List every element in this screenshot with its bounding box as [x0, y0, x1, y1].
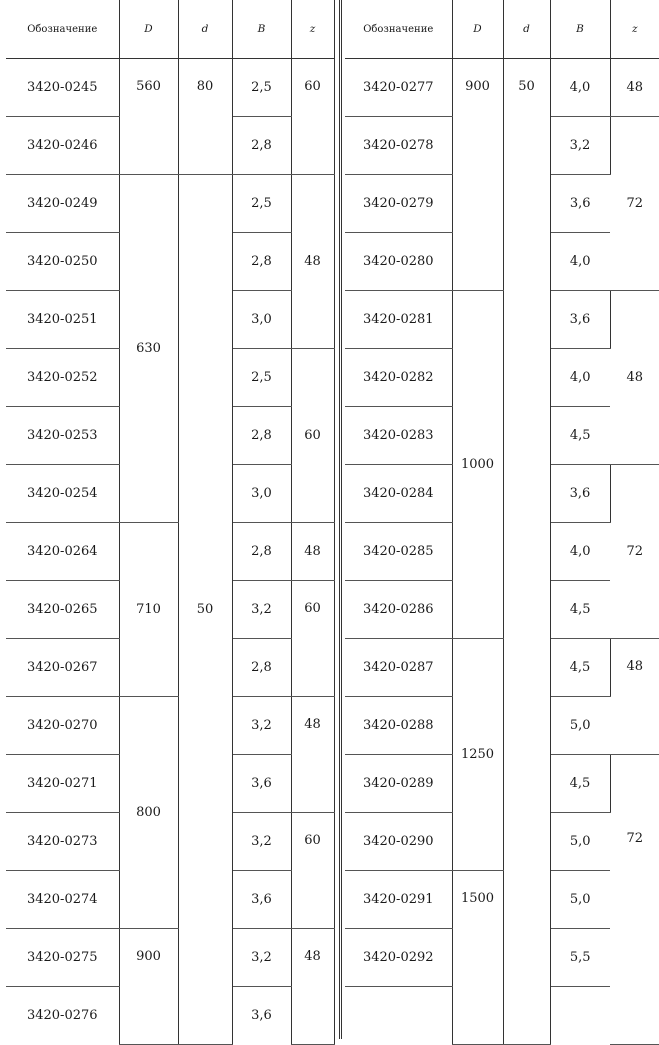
cell-D: 1500 [452, 871, 503, 1045]
right-table [345, 0, 659, 1045]
cell-code: 3420-0273 [6, 813, 119, 871]
cell-B: 2,8 [232, 523, 291, 581]
cell-B: 3,2 [232, 813, 291, 871]
header-z: z [291, 0, 334, 59]
header-z: z [610, 0, 659, 59]
cell-code: 3420-0265 [6, 581, 119, 639]
table-row [6, 175, 334, 233]
cell-z: 72 [610, 465, 659, 639]
cell-B: 2,5 [232, 175, 291, 233]
cell-z: 48 [291, 697, 334, 813]
header-row [6, 0, 334, 59]
table-row [345, 59, 659, 117]
cell-D: 900 [452, 59, 503, 291]
cell-code: 3420-0288 [345, 697, 452, 755]
header-D: D [452, 0, 503, 59]
cell-B: 5,0 [550, 697, 610, 755]
cell-d: 80 [178, 59, 232, 175]
cell-code: 3420-0270 [6, 697, 119, 755]
cell-B: 4,5 [550, 581, 610, 639]
cell-z: 72 [610, 117, 659, 291]
header-B: B [232, 0, 291, 59]
cell-code: 3420-0287 [345, 639, 452, 697]
cell-code: 3420-0291 [345, 871, 452, 929]
cell-d: 50 [178, 175, 232, 1045]
cell-code: 3420-0246 [6, 117, 119, 175]
table-row [6, 929, 334, 987]
cell-B: 4,0 [550, 349, 610, 407]
cell-code: 3420-0280 [345, 233, 452, 291]
cell-B: 3,2 [550, 117, 610, 175]
cell-z: 48 [610, 291, 659, 465]
cell-B: 4,0 [550, 233, 610, 291]
header-B: B [550, 0, 610, 59]
cell-code: 3420-0290 [345, 813, 452, 871]
cell-z: 60 [291, 59, 334, 175]
cell-code: 3420-0289 [345, 755, 452, 813]
cell-B: 3,6 [232, 755, 291, 813]
cell-B: 4,5 [550, 639, 610, 697]
cell-code: 3420-0279 [345, 175, 452, 233]
cell-z: 48 [610, 639, 659, 755]
cell-code: 3420-0264 [6, 523, 119, 581]
cell-code: 3420-0271 [6, 755, 119, 813]
cell-D: 630 [119, 175, 178, 523]
cell-B: 3,6 [550, 175, 610, 233]
cell-code: 3420-0275 [6, 929, 119, 987]
cell-z: 72 [610, 755, 659, 1045]
cell-B: 5,0 [550, 813, 610, 871]
cell-z: 48 [291, 523, 334, 581]
cell-code: 3420-0254 [6, 465, 119, 523]
cell-B: 4,0 [550, 59, 610, 117]
cell-D: 900 [119, 929, 178, 1045]
column-separator [339, 0, 342, 1039]
cell-z: 48 [291, 929, 334, 1045]
cell-code: 3420-0251 [6, 291, 119, 349]
cell-B: 3,2 [232, 697, 291, 755]
cell-B: 3,0 [232, 291, 291, 349]
cell-B: 5,5 [550, 929, 610, 987]
cell-code: 3420-0286 [345, 581, 452, 639]
cell-code: 3420-0277 [345, 59, 452, 117]
table-row [6, 523, 334, 581]
table-row [345, 291, 659, 349]
table-row [6, 697, 334, 755]
cell-code: 3420-0274 [6, 871, 119, 929]
cell-B: 3,2 [232, 581, 291, 639]
cell-B: 2,5 [232, 349, 291, 407]
cell-B: 4,5 [550, 407, 610, 465]
cell-D: 1000 [452, 291, 503, 639]
cell-code: 3420-0283 [345, 407, 452, 465]
cell-code: 3420-0282 [345, 349, 452, 407]
cell-B: 3,6 [232, 871, 291, 929]
cell-D: 710 [119, 523, 178, 697]
cell-D: 560 [119, 59, 178, 175]
cell-code: 3420-0245 [6, 59, 119, 117]
cell-B: 2,8 [232, 407, 291, 465]
cell-z: 60 [291, 581, 334, 697]
cell-code: 3420-0278 [345, 117, 452, 175]
cell-B [550, 987, 610, 1045]
cell-B: 3,2 [232, 929, 291, 987]
cell-code: 3420-0285 [345, 523, 452, 581]
header-d: d [503, 0, 550, 59]
cell-code: 3420-0284 [345, 465, 452, 523]
cell-B: 5,0 [550, 871, 610, 929]
cell-code: 3420-0292 [345, 929, 452, 987]
cell-z: 60 [291, 349, 334, 523]
header-designation: Обозначение [345, 0, 452, 59]
cell-code: 3420-0250 [6, 233, 119, 291]
cell-code [345, 987, 452, 1045]
cell-code: 3420-0267 [6, 639, 119, 697]
cell-B: 4,5 [550, 755, 610, 813]
cell-code: 3420-0276 [6, 987, 119, 1045]
table-row [6, 59, 334, 117]
cell-B: 2,8 [232, 117, 291, 175]
cell-code: 3420-0281 [345, 291, 452, 349]
cell-B: 2,5 [232, 59, 291, 117]
cell-B: 3,0 [232, 465, 291, 523]
cell-code: 3420-0249 [6, 175, 119, 233]
cell-B: 2,8 [232, 233, 291, 291]
header-designation: Обозначение [6, 0, 119, 59]
cell-D: 1250 [452, 639, 503, 871]
table-row [345, 639, 659, 697]
cell-z: 48 [610, 59, 659, 117]
cell-z: 60 [291, 813, 334, 929]
cell-code: 3420-0253 [6, 407, 119, 465]
cell-B: 3,6 [550, 291, 610, 349]
left-table [6, 0, 335, 1045]
cell-B: 2,8 [232, 639, 291, 697]
cell-d: 50 [503, 59, 550, 1045]
header-D: D [119, 0, 178, 59]
header-d: d [178, 0, 232, 59]
cell-B: 4,0 [550, 523, 610, 581]
cell-z: 48 [291, 175, 334, 349]
cell-D: 800 [119, 697, 178, 929]
cell-code: 3420-0252 [6, 349, 119, 407]
header-row [345, 0, 659, 59]
cell-B: 3,6 [232, 987, 291, 1045]
cell-B: 3,6 [550, 465, 610, 523]
